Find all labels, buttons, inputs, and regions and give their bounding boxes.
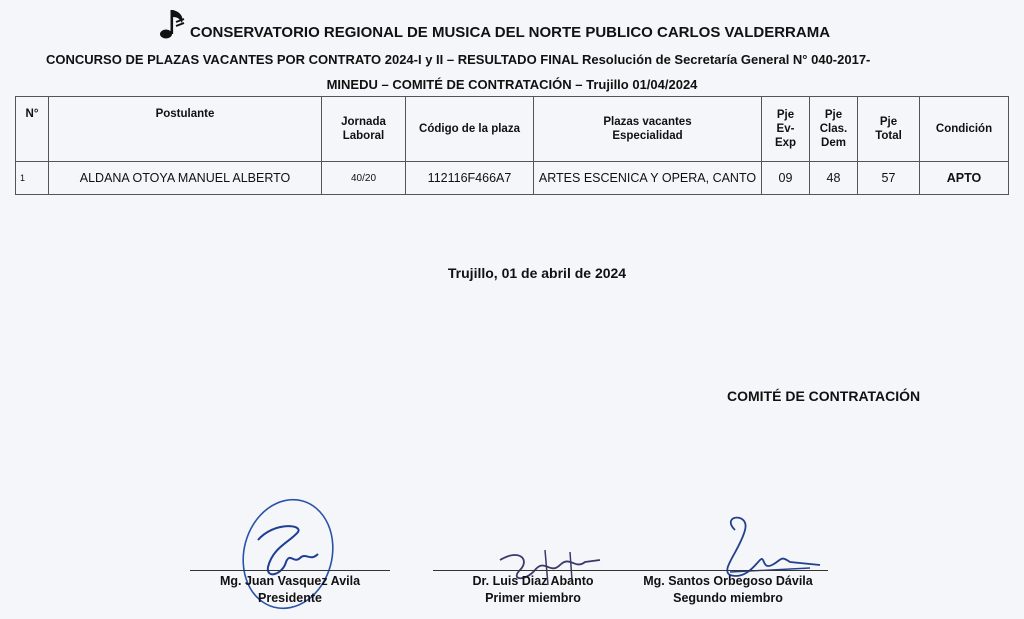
signature-line xyxy=(628,570,828,571)
signature-block-president xyxy=(190,570,390,607)
table-row xyxy=(16,162,1009,195)
cell-number: 1 xyxy=(16,162,49,195)
signer-name: Mg. Santos Orbegoso Dávila xyxy=(643,574,813,588)
header-condition: Condición xyxy=(920,97,1009,162)
cell-applicant: ALDANA OTOYA MANUEL ALBERTO xyxy=(49,162,322,195)
header-shift: Jornada Laboral xyxy=(322,97,406,162)
city-date: Trujillo, 01 de abril de 2024 xyxy=(447,265,627,281)
signer-role: Segundo miembro xyxy=(673,591,783,605)
results-table xyxy=(15,96,1009,195)
cell-clas-dem: 48 xyxy=(810,162,858,195)
cell-shift: 40/20 xyxy=(322,162,406,195)
cell-code: 112116F466A7 xyxy=(406,162,534,195)
header-clas-dem: Pje Clas. Dem xyxy=(810,97,858,162)
signer-role: Primer miembro xyxy=(485,591,581,605)
signer-role: Presidente xyxy=(258,591,322,605)
header-ev-exp: Pje Ev- Exp xyxy=(762,97,810,162)
contest-title-line1: CONCURSO DE PLAZAS VACANTES POR CONTRATO 2024-I y II – RESULTADO FINAL Resolución de Secretaría General N° 040-2017- xyxy=(46,52,871,67)
signature-line xyxy=(433,570,633,571)
signer-name: Dr. Luis Diaz Abanto xyxy=(472,574,594,588)
signature-block-first-member xyxy=(433,570,633,607)
table-header-row xyxy=(16,97,1009,162)
header-places: Plazas vacantes Especialidad xyxy=(534,97,762,162)
header-applicant: Postulante xyxy=(49,97,322,162)
header-number: N° xyxy=(16,97,49,162)
committee-title: COMITÉ DE CONTRATACIÓN xyxy=(727,388,921,404)
institution-title: CONSERVATORIO REGIONAL DE MUSICA DEL NORTE PUBLICO CARLOS VALDERRAMA xyxy=(190,24,831,41)
signature-line xyxy=(190,570,390,571)
cell-ev-exp: 09 xyxy=(762,162,810,195)
header-total: Pje Total xyxy=(858,97,920,162)
header-code: Código de la plaza xyxy=(406,97,534,162)
cell-total: 57 xyxy=(858,162,920,195)
contest-title-line2: MINEDU – COMITÉ DE CONTRATACIÓN – Trujillo 01/04/2024 xyxy=(326,77,698,92)
cell-condition: APTO xyxy=(920,162,1009,195)
cell-specialty: ARTES ESCENICA Y OPERA, CANTO xyxy=(534,162,762,195)
signer-name: Mg. Juan Vasquez Avila xyxy=(219,574,361,588)
signature-block-second-member xyxy=(628,570,828,607)
music-note-logo xyxy=(158,6,188,42)
